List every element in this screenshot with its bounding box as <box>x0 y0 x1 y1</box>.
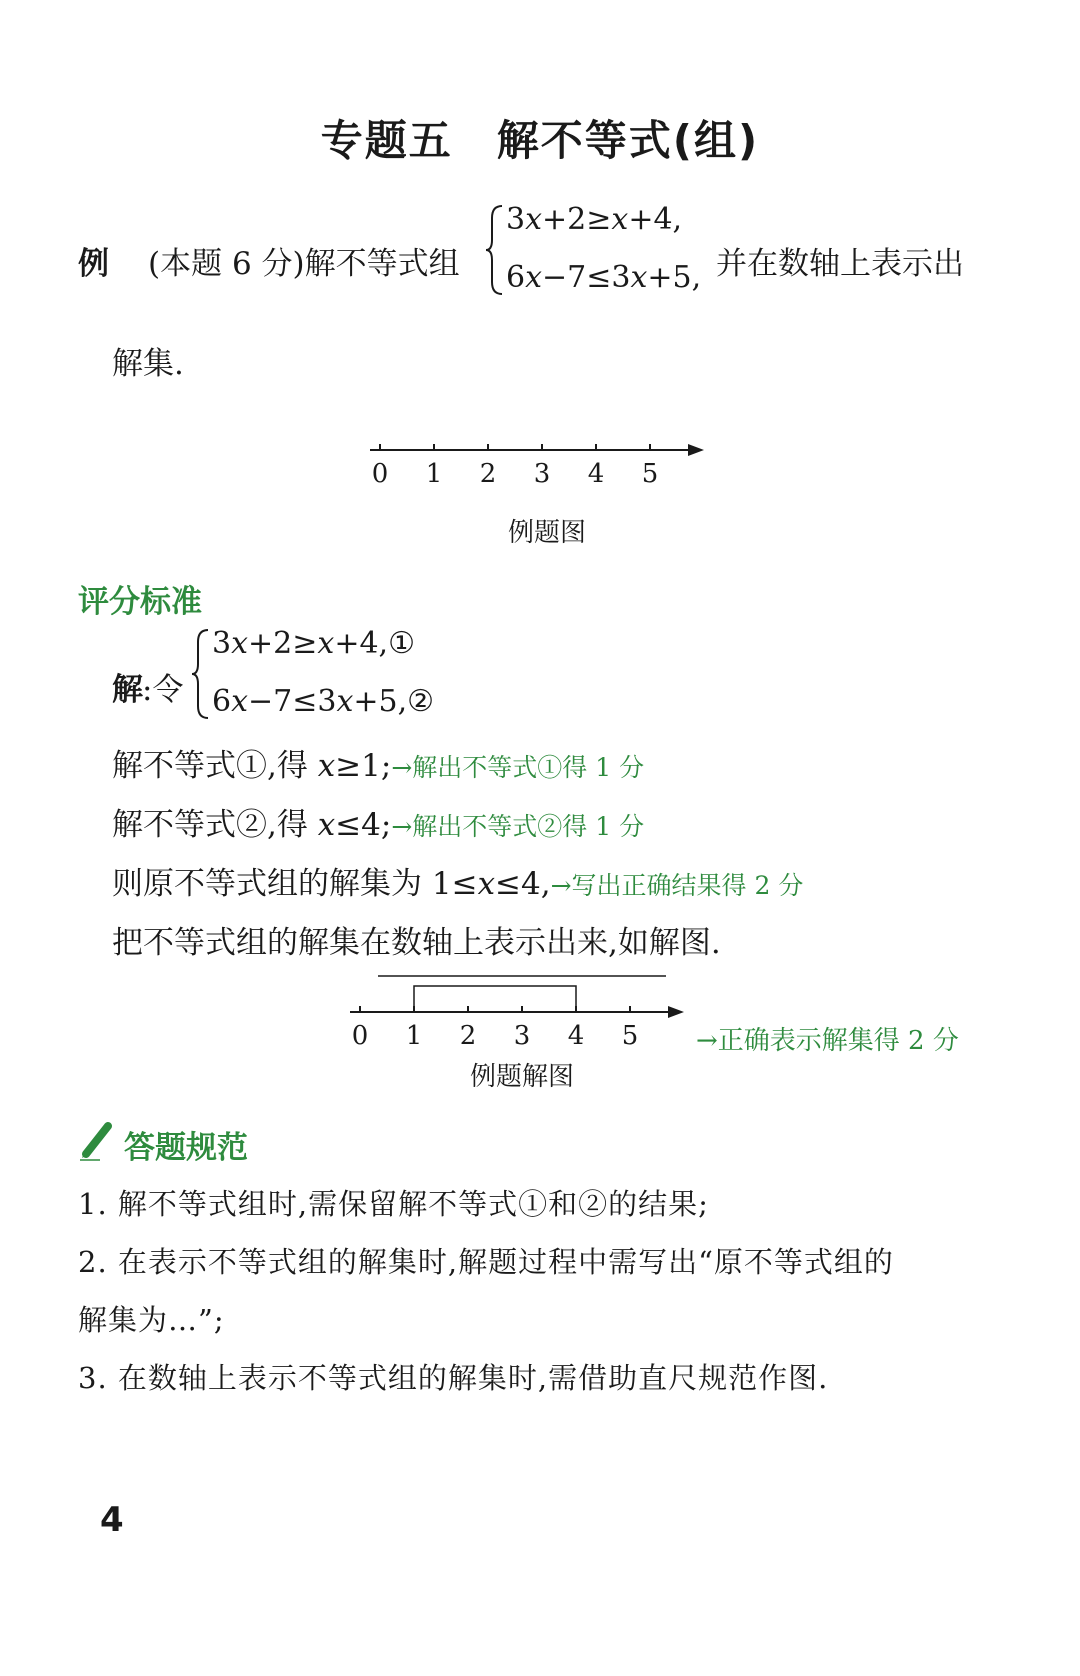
solution-figure-caption: 例题解图 <box>470 1062 575 1092</box>
example-text: (本题 6 分)解不等式组 <box>148 246 460 282</box>
example-number-line <box>370 440 710 500</box>
score-note-1: →解出不等式①得 1 分 <box>391 753 645 782</box>
solution-number-line <box>350 972 690 1062</box>
tick-label: 3 <box>533 459 551 489</box>
standard-item-2-continuation: 解集为…”; <box>78 1303 225 1337</box>
tick-label: 0 <box>351 1021 369 1051</box>
title-part-1: 专题五 <box>320 116 453 165</box>
brace-icon <box>484 200 506 300</box>
tick-label: 2 <box>459 1021 477 1051</box>
arrow-icon <box>688 444 704 456</box>
example-text-after: 并在数轴上表示出 <box>716 246 964 282</box>
page-title <box>0 108 1080 168</box>
tick-label: 0 <box>371 459 389 489</box>
tick-label: 4 <box>567 1021 585 1051</box>
tick-label: 5 <box>621 1021 639 1051</box>
page-number: 4 <box>100 1500 124 1540</box>
score-note-4: →正确表示解集得 2 分 <box>696 1026 959 1056</box>
solution-intro: :令 <box>142 672 184 708</box>
grading-heading: 评分标准 <box>78 584 202 620</box>
tick-label: 1 <box>425 459 443 489</box>
tick-label: 5 <box>641 459 659 489</box>
solution-inequality-2: 6x−7≤3x+5,② <box>212 684 435 719</box>
example-inequality-system <box>484 200 714 300</box>
example-label: 例 <box>78 246 109 282</box>
solution-label: 解 <box>112 672 143 708</box>
tick-label: 3 <box>513 1021 531 1051</box>
solution-line-4: 把不等式组的解集在数轴上表示出来,如解图. <box>112 925 721 961</box>
pencil-icon <box>78 1118 122 1162</box>
solution-line-3: 则原不等式组的解集为 1≤x≤4,→写出正确结果得 2 分 <box>112 866 804 902</box>
score-note-3: →写出正确结果得 2 分 <box>550 871 804 900</box>
example-inequality-2: 6x−7≤3x+5, <box>506 260 702 295</box>
tick-label: 2 <box>479 459 497 489</box>
solution-line-2: 解不等式②,得 x≤4;→解出不等式②得 1 分 <box>112 807 645 843</box>
tick-label: 1 <box>405 1021 423 1051</box>
example-figure-caption: 例题图 <box>508 518 587 548</box>
example-inequality-1: 3x+2≥x+4, <box>506 202 683 237</box>
standards-heading: 答题规范 <box>124 1130 248 1166</box>
score-note-2: →解出不等式②得 1 分 <box>391 812 645 841</box>
standard-item-3: 3. 在数轴上表示不等式组的解集时,需借助直尺规范作图. <box>78 1361 829 1395</box>
solution-bracket <box>414 986 576 1012</box>
title-part-2: 解不等式(组) <box>496 116 760 165</box>
arrow-icon <box>668 1006 684 1018</box>
example-text-continuation: 解集. <box>112 346 184 382</box>
tick-label: 4 <box>587 459 605 489</box>
brace-icon <box>190 624 212 724</box>
solution-inequality-system <box>190 624 435 724</box>
solution-line-1: 解不等式①,得 x≥1;→解出不等式①得 1 分 <box>112 748 645 784</box>
solution-inequality-1: 3x+2≥x+4,① <box>212 626 415 661</box>
standard-item-2: 2. 在表示不等式组的解集时,解题过程中需写出“原不等式组的 <box>78 1245 894 1279</box>
standard-item-1: 1. 解不等式组时,需保留解不等式①和②的结果; <box>78 1187 709 1221</box>
